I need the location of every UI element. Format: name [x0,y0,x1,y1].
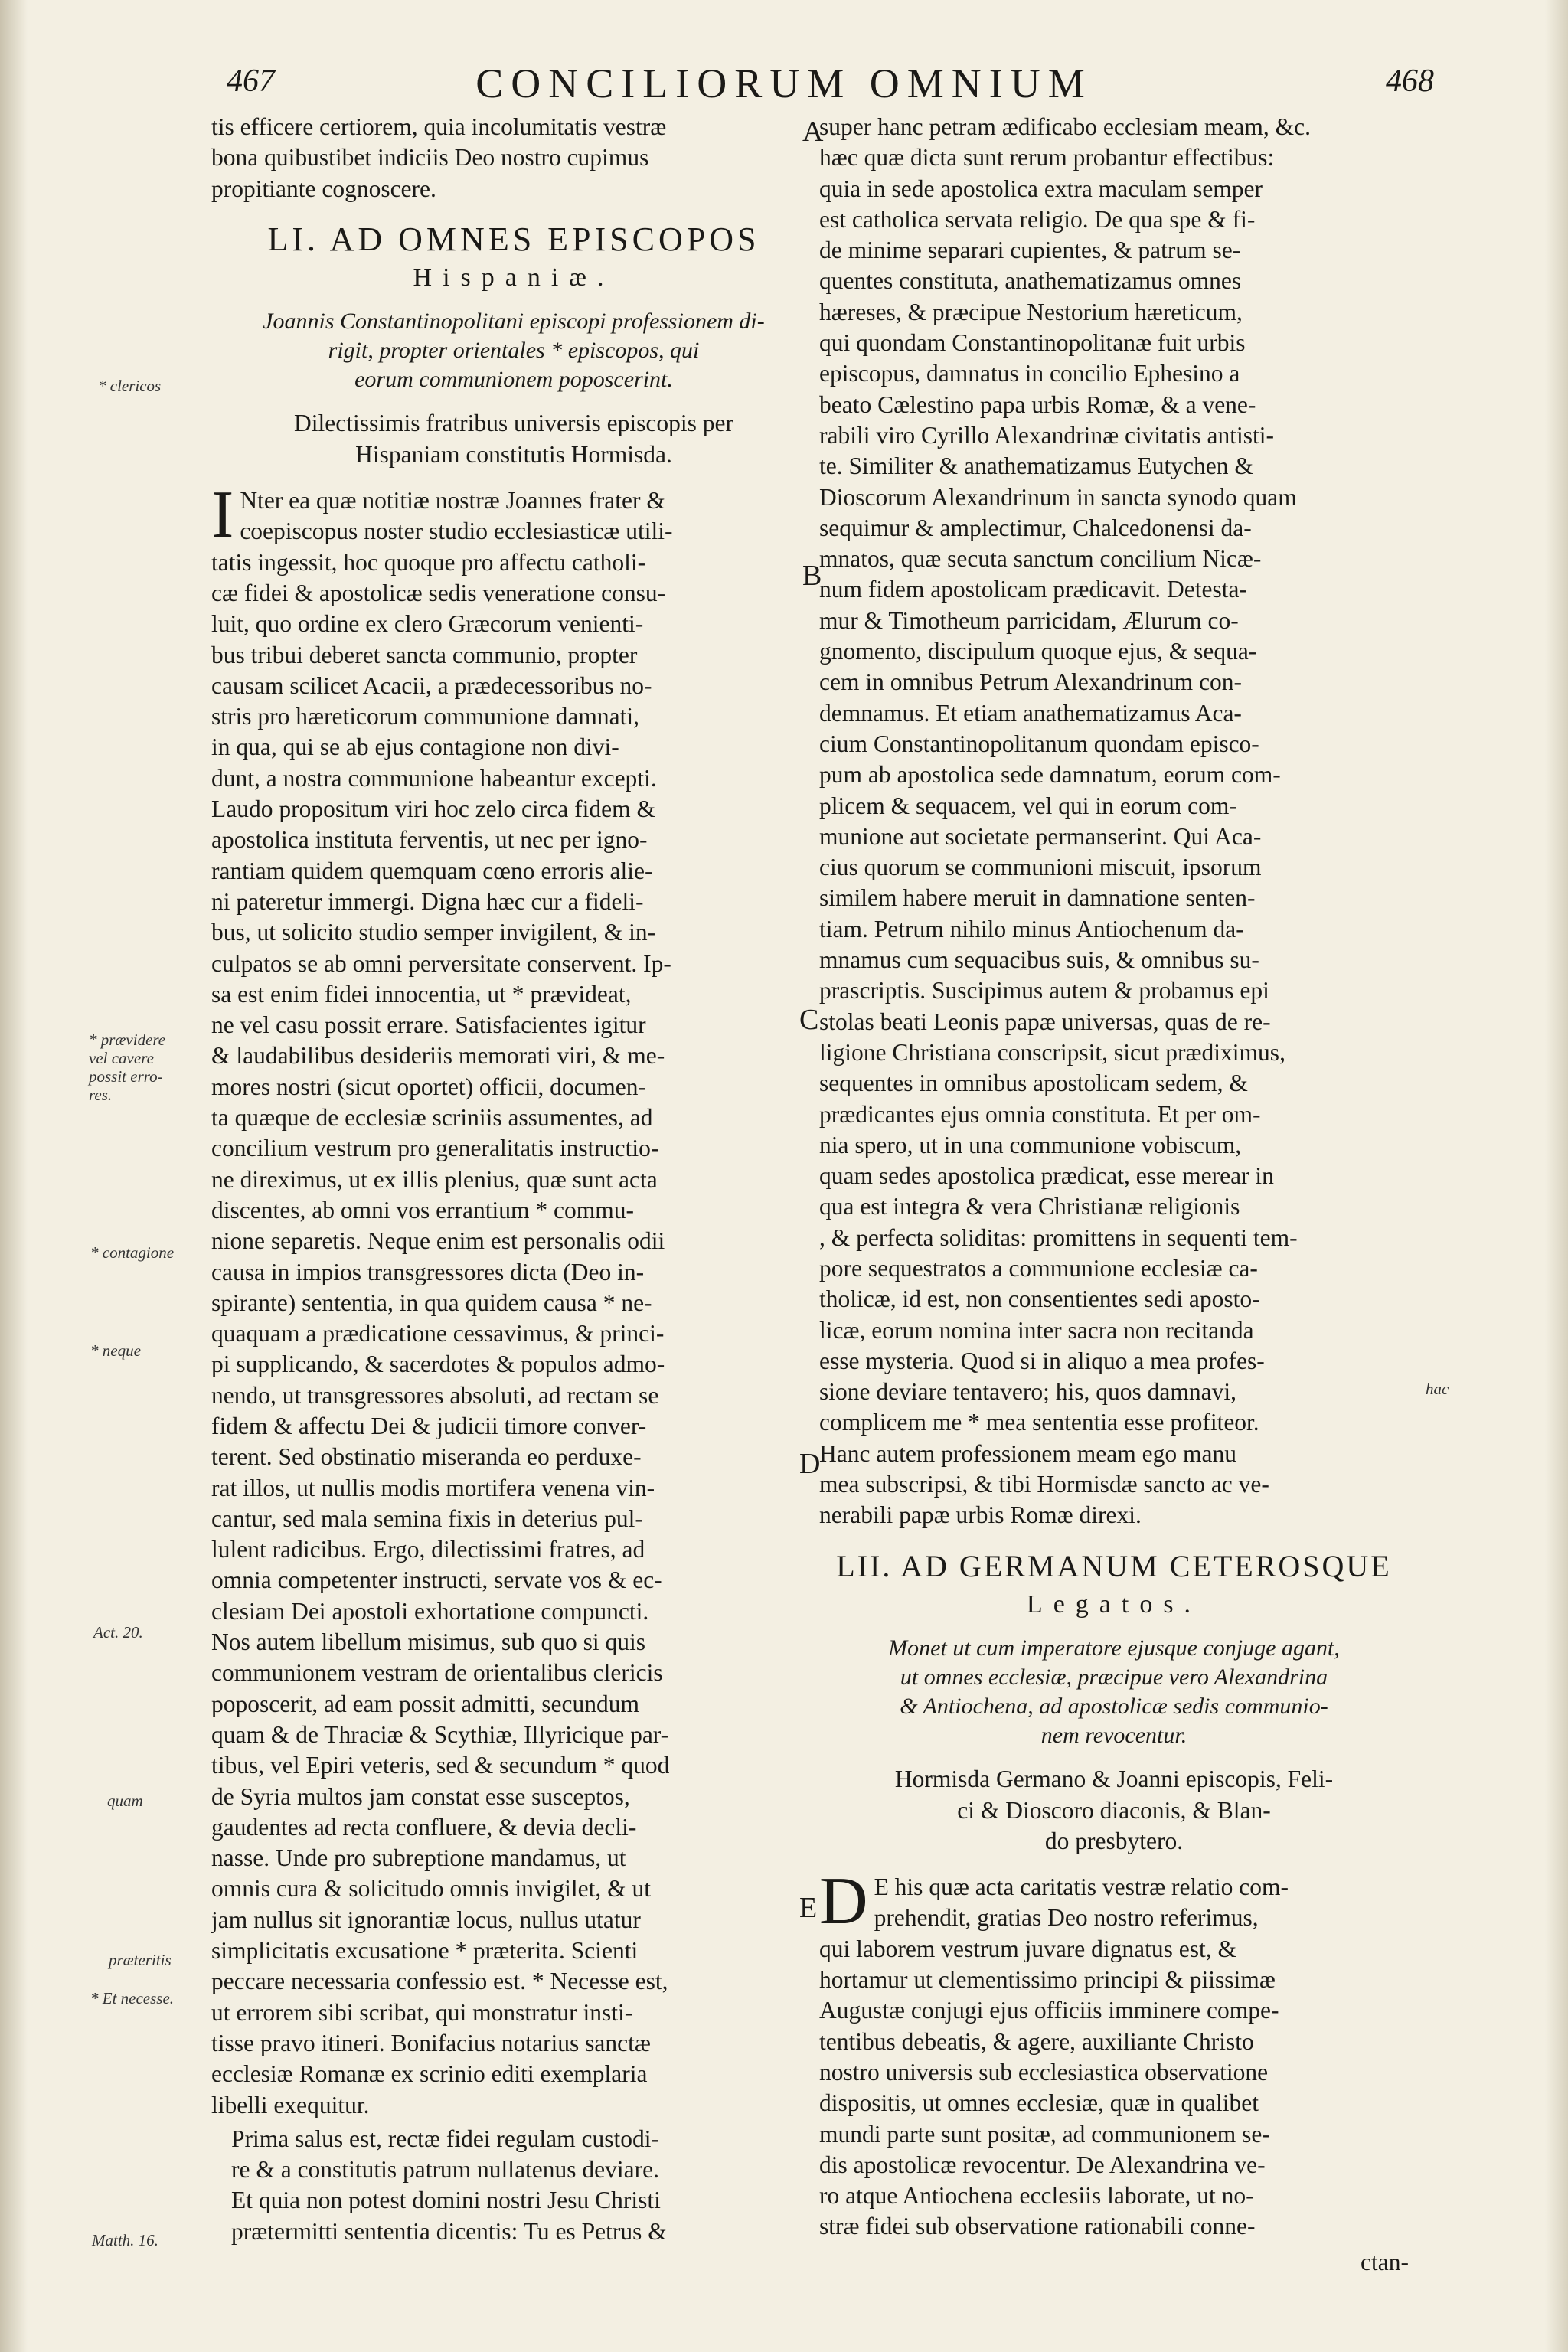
summary-line: Joannis Constantinopolitani episcopi professionem di- [263,309,765,335]
summary-line: rigit, propter orientales * episcopos, qui [328,338,700,364]
text-line: tholicæ, id est, non consentientes sedi aposto- [819,1285,1260,1313]
text-line: prætermitti sententia dicentis: Tu es Petrus & [231,2217,667,2245]
text-line: & laudabilibus desideriis memorati viri, & me- [211,1042,665,1070]
text-line: tentibus debeatis, & agere, auxiliante Christo [819,2027,1254,2055]
section-lii-title: LII. AD GERMANUM CETEROSQUE [836,1548,1392,1583]
text-line: , & perfecta soliditas: promittens in sequenti tem- [819,1223,1298,1251]
text-line: mundi parte sunt positæ, ad communionem se- [819,2120,1270,2148]
text-line: licæ, eorum nomina inter sacra non recitanda [819,1316,1254,1344]
text-line: ne direximus, ut ex illis plenius, quæ sunt acta [211,1165,658,1193]
text-line: pi supplicando, & sacerdotes & populos admo- [211,1351,665,1378]
text-line: luit, quo ordine ex clero Græcorum venienti- [211,610,644,638]
margin-note-clericos: * clericos [98,377,162,395]
text-line: mea subscripsi, & tibi Hormisdæ sancto ac ve- [819,1471,1269,1498]
margin-note-contagione: * contagione [90,1243,175,1262]
text-line: communionem vestram de orientalibus clericis [211,1659,663,1687]
text-line: nione separetis. Neque enim est personalis odii [211,1227,665,1255]
text-line: omnia competenter instructi, servate vos & ec- [211,1566,662,1594]
text-line: poposcerit, ad eam possit admitti, secundum [211,1690,640,1717]
text-line: coepiscopus noster studio ecclesiasticæ utili- [240,518,673,545]
page-number-left: 467 [227,64,275,99]
text-line: Laudo propositum viri hoc zelo circa fidem & [211,795,655,823]
text-line: rabili viro Cyrillo Alexandrinæ civitatis antisti- [819,421,1275,449]
text-line: nasse. Unde pro subreptione mandamus, ut [211,1844,626,1872]
summary-line: ut omnes ecclesiæ, præcipue vero Alexandrina [900,1664,1328,1690]
text-line: qui quondam Constantinopolitanæ fuit urbis [819,329,1246,357]
text-line: dunt, a nostra communione habeantur excepti. [211,764,657,792]
text-line: hæreses, & præcipue Nestorium hæreticum, [819,298,1243,325]
right-column [819,112,1409,2278]
salutation-line: do presbytero. [1044,1827,1184,1854]
text-line: Prima salus est, rectæ fidei regulam custodi- [231,2125,659,2152]
text-line: causa in impios transgressores dicta (Deo in- [211,1258,645,1285]
text-line: tis efficere certiorem, quia incolumitatis vestræ [211,113,667,140]
right-body-text [819,112,1409,1531]
text-line: nerabili papæ urbis Romæ direxi. [819,1501,1142,1529]
text-line: nostro universis sub ecclesiastica observatione [819,2058,1269,2086]
text-line: cem in omnibus Petrum Alexandrinum con- [819,668,1243,696]
margin-note-matth: Matth. 16. [92,2231,158,2249]
text-line: rantiam quidem quemquam cœno erroris alie- [211,857,653,884]
salutation-line: Hormisda Germano & Joanni episcopis, Feli- [894,1766,1334,1793]
text-line: jam nullus sit ignorantiæ locus, nullus utatur [211,1906,641,1933]
text-line: similem habere meruit in damnatione senten- [819,884,1256,912]
margin-note-act: Act. 20. [93,1623,143,1642]
text-line: mur & Timotheum parricidam, Ælurum co- [819,606,1239,634]
text-line: quaquam a prædicatione cessavimus, & princi- [211,1320,665,1348]
text-line: mores nostri (sicut oportet) officii, documen- [211,1073,647,1100]
text-line: fidem & affectu Dei & judicii timore conver- [211,1412,647,1439]
left-column [211,112,819,2247]
summary-line: Monet ut cum imperatore ejusque conjuge agant, [888,1635,1340,1661]
text-line: plicem & sequacem, vel qui in eorum com- [819,792,1237,819]
opening-text [211,112,816,204]
drop-cap-initial: I [211,478,234,553]
text-line: apostolica instituta ferventis, ut nec per igno- [211,826,648,854]
text-line: terent. Sed obstinatio miseranda eo perduxe- [211,1443,642,1471]
section-lii-salutation [819,1764,1409,1857]
drop-cap-initial-d: D [819,1864,868,1939]
section-lii-subtitle: Legatos. [1026,1589,1202,1619]
text-line: culpatos se ab omni perversitate conservent. Ip- [211,949,671,977]
text-line: quam sedes apostolica prædicat, esse merear in [819,1162,1274,1190]
text-line: E his quæ acta caritatis vestræ relatio com- [874,1873,1289,1901]
text-line: omnis cura & solicitudo omnis invigilet, & ut [211,1875,651,1903]
text-line: propitiante cognoscere. [211,175,436,202]
text-line: re & a constitutis patrum nullatenus deviare. [231,2156,659,2184]
text-line: super hanc petram ædificabo ecclesiam meam, &c. [819,113,1311,140]
text-line: quam & de Thraciæ & Scythiæ, Illyricique par- [211,1720,669,1748]
text-line: munione aut societate permanserint. Qui Aca- [819,822,1262,850]
salutation-line: Dilectissimis fratribus universis episcopis per [294,410,733,437]
text-line: quentes constituta, anathematizamus omnes [819,267,1242,295]
margin-note-et-necesse: * Et necesse. [90,1989,175,2007]
text-line: nia spero, ut in una communione vobiscum, [819,1131,1242,1158]
section-letter-b: B [802,560,822,592]
text-line: ta quæque de ecclesiæ scriniis assumentes, ad [211,1104,653,1132]
text-line: ne vel casu possit errare. Satisfacientes igitur [211,1011,646,1039]
section-li-title: LI. AD OMNES EPISCOPOS [267,220,760,258]
text-line: qui laborem vestrum juvare dignatus est, & [819,1935,1237,1962]
text-line: sequimur & amplectimur, Chalcedonensi da- [819,514,1252,541]
text-line: beato Cælestino papa urbis Romæ, & a vene- [819,390,1256,418]
running-title: CONCILIORUM OMNIUM [475,60,1093,106]
section-letter-c: C [799,1004,819,1036]
text-line: de Syria multos jam constat esse susceptos, [211,1782,630,1810]
text-line: peccare necessaria confessio est. * Necesse est, [211,1968,668,1995]
catchword: ctan- [1361,2248,1409,2275]
text-line: clesiam Dei apostoli exhortatione compuncti. [211,1597,649,1625]
text-line: Augustæ conjugi ejus officiis imminere compe- [819,1997,1279,2024]
summary-line: & Antiochena, ad apostolicæ sedis communio- [900,1694,1328,1720]
text-line: libelli exequitur. [211,2091,370,2118]
text-line: cium Constantinopolitanum quondam episco- [819,730,1259,757]
text-line: lulent radicibus. Ergo, dilectissimi fratres, ad [211,1536,645,1563]
margin-note-praevidere: * prævidere vel cavere possit erro- res. [89,1031,166,1104]
text-line: prascriptis. Suscipimus autem & probamus epi [819,977,1269,1004]
section-lii-summary [819,1634,1409,1750]
margin-note-praeteritis: præteritis [109,1951,172,1969]
text-line: ut errorem sibi scribat, qui monstratur insti- [211,1998,633,2026]
page-number-right: 468 [1386,64,1434,99]
text-line: Hanc autem professionem meam ego manu [819,1439,1236,1467]
text-line: Nter ea quæ notitiæ nostræ Joannes frater & [240,487,665,514]
section-letter-e: E [799,1892,818,1924]
text-line: ligione Christiana conscripsit, sicut prædiximus, [819,1038,1285,1066]
text-line: complicem me * mea sententia esse profiteor. [819,1409,1259,1436]
text-line: stræ fidei sub observatione rationabili conne- [819,2213,1256,2240]
text-line: concilium vestrum pro generalitatis instructio- [211,1135,659,1162]
text-line: sione deviare tentavero; his, quos damnavi, [819,1378,1236,1406]
margin-note-neque: * neque [90,1341,141,1360]
text-line: quia in sede apostolica extra maculam semper [819,175,1263,202]
section-li-body [211,478,819,2121]
salutation-line: Hispaniam constitutis Hormisda. [355,440,672,468]
text-line: te. Similiter & anathematizamus Eutychen & [819,452,1253,480]
text-line: cius quorum se communioni miscuit, ipsorum [819,854,1262,881]
text-line: rat illos, ut nullis modis mortifera venena vin- [211,1474,655,1501]
text-line: sequentes in omnibus apostolicam sedem, & [819,1070,1248,1097]
text-line: spirante) sententia, in qua quidem causa * ne- [211,1289,652,1316]
section-li-summary [211,307,816,394]
text-line: dis apostolicæ revocentur. De Alexandrina ve- [819,2151,1266,2178]
section-li-salutation [211,408,816,470]
text-line: Et quia non potest domini nostri Jesu Christi [231,2187,661,2214]
text-line: Dioscorum Alexandrinum in sancta synodo quam [819,483,1297,511]
summary-line: nem revocentur. [1040,1723,1187,1749]
text-line: in qua, qui se ab ejus contagione non divi- [211,733,619,761]
section-lii-body [819,1864,1409,2243]
page-edge [1545,0,1568,2352]
section-li-subtitle: Hispaniæ. [413,263,615,292]
text-line: pore sequestratos a communione ecclesiæ ca- [819,1254,1258,1282]
text-line: stris pro hæreticorum communione damnati, [211,703,640,730]
text-line: ecclesiæ Romanæ ex scrinio editi exemplaria [211,2060,648,2088]
text-line: tatis ingessit, hoc quoque pro affectu catholi- [211,548,646,576]
text-line: dispositis, ut omnes ecclesiæ, quæ in qualibet [819,2089,1259,2117]
section-letter-d: D [799,1448,821,1480]
text-line: bus tribui deberet sancta communio, propter [211,641,638,668]
text-line: stolas beati Leonis papæ universas, quas de re- [819,1008,1271,1035]
text-line: sa est enim fidei innocentia, ut * prævideat, [211,980,632,1008]
text-line: simplicitatis excusatione * præterita. Scienti [211,1937,639,1965]
text-line: prehendit, gratias Deo nostro referimus, [874,1904,1259,1932]
text-line: qua est integra & vera Christianæ religionis [819,1193,1240,1220]
text-line: est catholica servata religio. De qua spe & fi- [819,205,1256,233]
text-line: tibus, vel Epiri veteris, sed & secundum * quod [211,1752,670,1779]
text-line: episcopus, damnatus in concilio Ephesino a [819,360,1240,387]
text-line: causam scilicet Acacii, a prædecessoribus no- [211,671,652,699]
salutation-line: ci & Dioscoro diaconis, & Blan- [957,1796,1271,1824]
text-line: discentes, ab omni vos errantium * commu- [211,1196,635,1223]
text-line: gnomento, discipulum quoque ejus, & sequa- [819,638,1257,665]
text-line: cæ fidei & apostolicæ sedis veneratione consu- [211,579,666,606]
section-li-body-continued [211,2124,816,2247]
text-line: esse mysteria. Quod si in aliquo a mea profes- [819,1347,1265,1374]
text-line: hæc quæ dicta sunt rerum probantur effectibus: [819,144,1275,172]
text-line: mnamus cum sequacibus suis, & omnibus su- [819,946,1259,974]
margin-note-hac: hac [1426,1380,1449,1398]
text-line: bus, ut solicito studio semper invigilent, & in- [211,919,656,946]
summary-line: eorum communionem poposcerint. [354,367,673,393]
section-letter-a: A [802,116,824,148]
text-line: tisse pravo itineri. Bonifacius notarius sanctæ [211,2029,651,2056]
text-line: gaudentes ad recta confluere, & devia decli- [211,1813,637,1841]
text-line: mnatos, quæ secuta sanctum concilium Nicæ- [819,545,1262,573]
text-line: tiam. Petrum nihilo minus Antiochenum da- [819,915,1244,942]
binding-edge [0,0,28,2352]
text-line: ni pateretur immergi. Digna hæc cur a fideli- [211,887,644,915]
text-line: prædicantes ejus omnia constituta. Et per om- [819,1100,1261,1128]
text-line: Nos autem libellum misimus, sub quo si quis [211,1628,646,1656]
text-line: cantur, sed mala semina fixis in deterius pul- [211,1504,643,1532]
text-line: bona quibustibet indiciis Deo nostro cupimus [211,144,649,172]
text-line: hortamur ut clementissimo principi & piissimæ [819,1966,1276,1994]
text-line: demnamus. Et etiam anathematizamus Aca- [819,699,1242,727]
text-line: nendo, ut transgressores absoluti, ad rectam se [211,1381,659,1409]
margin-note-quam: quam [107,1792,143,1810]
text-line: pum ab apostolica sede damnatum, eorum com- [819,761,1281,789]
text-line: ro atque Antiochena ecclesiis laborate, ut no- [819,2182,1254,2210]
text-line: num fidem apostolicam prædicavit. Detesta- [819,576,1247,603]
text-line: de minime separari cupientes, & patrum se- [819,237,1241,264]
